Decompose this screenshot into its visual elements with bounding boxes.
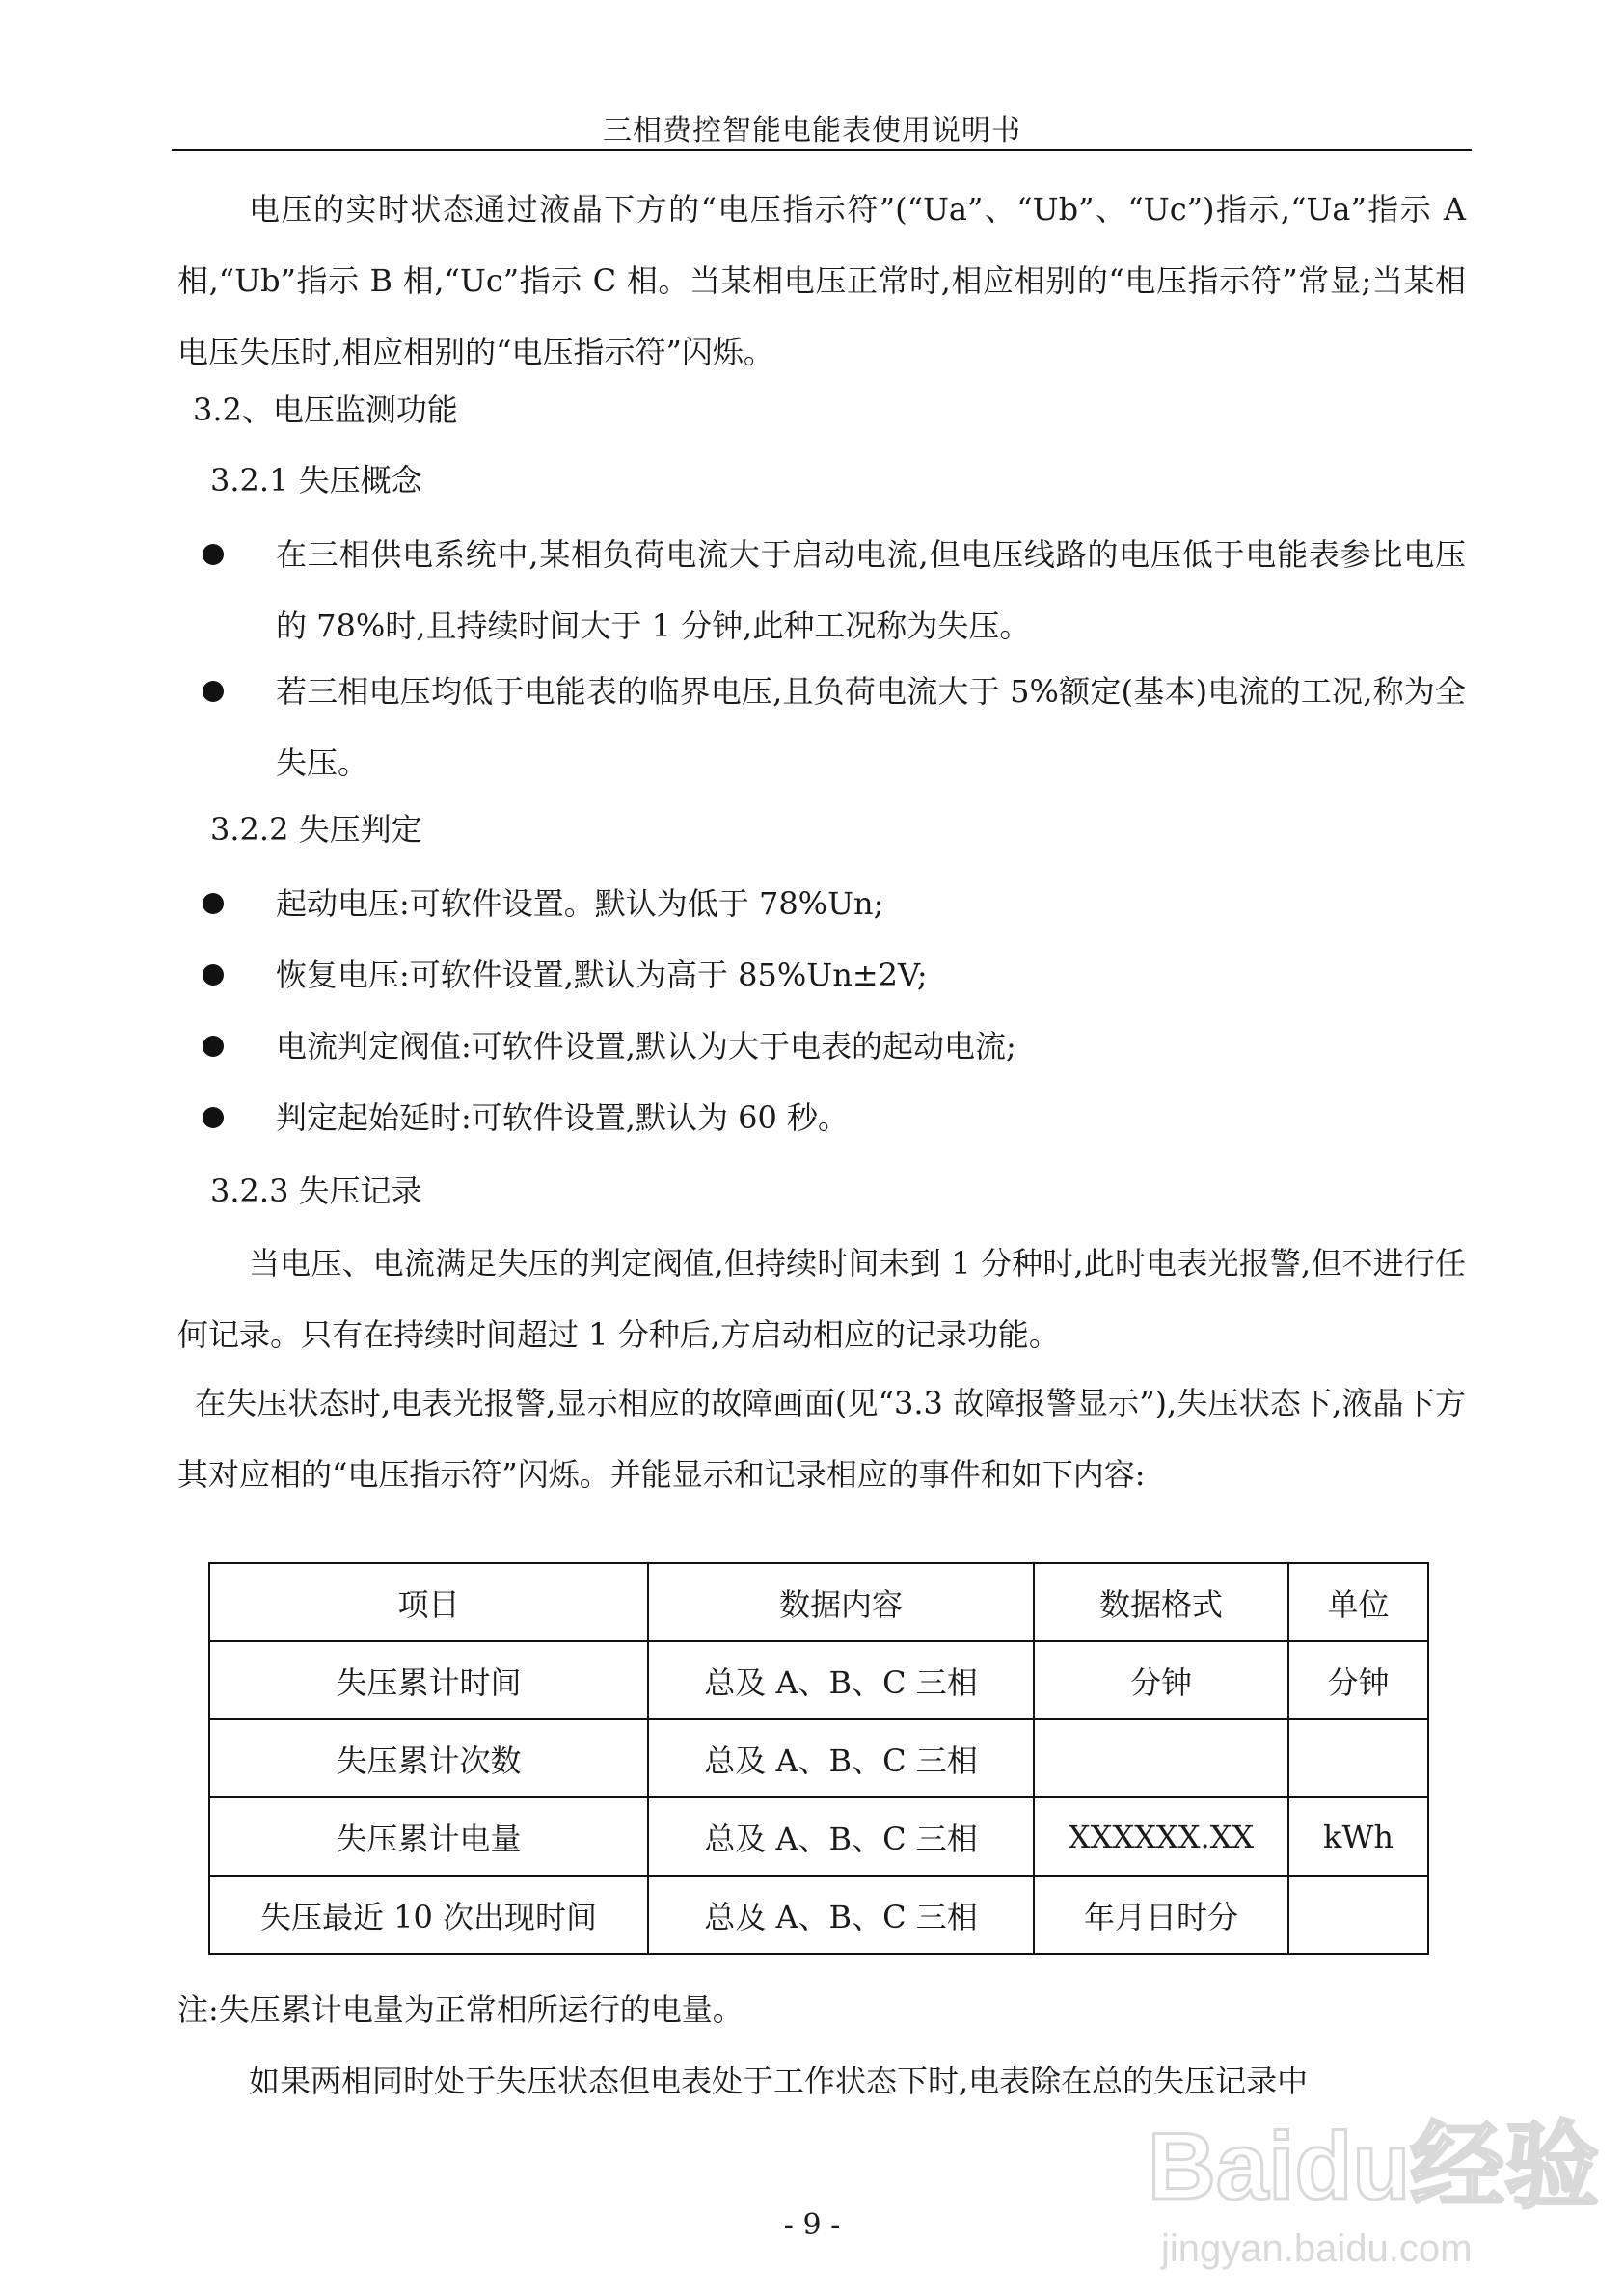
bullet-dot-icon bbox=[203, 544, 224, 565]
page-number: - 9 - bbox=[783, 2208, 841, 2242]
table-note: 注:失压累计电量为正常相所运行的电量。 bbox=[177, 1991, 744, 2028]
table-cell: 总及 A、B、C 三相 bbox=[648, 1641, 1034, 1719]
watermark-brand-text: Baidu经验 bbox=[1148, 2113, 1600, 2219]
intro-paragraph: 电压的实时状态通过液晶下方的“电压指示符”(“Ua”、“Ub”、“Uc”)指示,“Ua”指示 A 相,“Ub”指示 B 相,“Uc”指示 C 相。当某相电压正常时,相应相别的“电压指示符”常显;当某相电压失压时,相应相别的“电压指示符”闪烁。 bbox=[177, 191, 1466, 370]
table-cell bbox=[1288, 1719, 1428, 1797]
table-cell bbox=[1034, 1719, 1288, 1797]
voltage-loss-record-table bbox=[208, 1562, 1429, 1955]
table-cell: 失压最近 10 次出现时间 bbox=[209, 1876, 648, 1954]
bullet-item bbox=[193, 939, 1466, 1011]
table-header-cell: 数据格式 bbox=[1034, 1563, 1288, 1641]
bullet-text: 电流判定阀值:可软件设置,默认为大于电表的起动电流; bbox=[276, 1028, 1016, 1065]
header-divider bbox=[172, 149, 1472, 151]
bullet-dot-icon bbox=[203, 1107, 224, 1128]
bullet-item bbox=[193, 656, 1466, 798]
bullet-dot-icon bbox=[203, 681, 224, 702]
bullet-item bbox=[193, 1082, 1466, 1153]
watermark-url: jingyan.baidu.com bbox=[1161, 2228, 1473, 2270]
table-cell: 失压累计时间 bbox=[209, 1641, 648, 1719]
bullet-text: 在三相供电系统中,某相负荷电流大于启动电流,但电压线路的电压低于电能表参比电压的 78%时,且持续时间大于 1 分钟,此种工况称为失压。 bbox=[276, 536, 1466, 644]
bullet-item bbox=[193, 868, 1466, 939]
table-cell: 失压累计电量 bbox=[209, 1797, 648, 1876]
bullet-dot-icon bbox=[203, 893, 224, 914]
table-cell: 年月日时分 bbox=[1034, 1876, 1288, 1954]
table-cell: 分钟 bbox=[1288, 1641, 1428, 1719]
table-header-cell: 单位 bbox=[1288, 1563, 1428, 1641]
table-cell: 总及 A、B、C 三相 bbox=[648, 1719, 1034, 1797]
section-3-2-3-heading: 3.2.3 失压记录 bbox=[210, 1173, 422, 1209]
section-3-2-2-heading: 3.2.2 失压判定 bbox=[210, 811, 422, 848]
bullet-text: 判定起始延时:可软件设置,默认为 60 秒。 bbox=[276, 1099, 850, 1136]
table-row bbox=[209, 1719, 1428, 1797]
table-header-row bbox=[209, 1563, 1428, 1641]
table-cell: kWh bbox=[1288, 1797, 1428, 1876]
table-cell: XXXXXX.XX bbox=[1034, 1797, 1288, 1876]
table-row bbox=[209, 1797, 1428, 1876]
bullet-dot-icon bbox=[203, 1036, 224, 1057]
page-header-title: 三相费控智能电能表使用说明书 bbox=[603, 114, 1021, 148]
bullet-text: 若三相电压均低于电能表的临界电压,且负荷电流大于 5%额定(基本)电流的工况,称为全失压。 bbox=[276, 673, 1466, 781]
bullet-item bbox=[193, 519, 1466, 662]
bullet-text: 恢复电压:可软件设置,默认为高于 85%Un±2V; bbox=[276, 957, 928, 993]
bullet-item bbox=[193, 1011, 1466, 1082]
table-row bbox=[209, 1641, 1428, 1719]
bullet-text: 起动电压:可软件设置。默认为低于 78%Un; bbox=[276, 885, 884, 922]
section-3-2-heading: 3.2、电压监测功能 bbox=[193, 392, 458, 428]
baidu-watermark-logo bbox=[1148, 2093, 1600, 2276]
bullet-dot-icon bbox=[203, 964, 224, 986]
table-row bbox=[209, 1876, 1428, 1954]
table-cell bbox=[1288, 1876, 1428, 1954]
table-header-cell: 项目 bbox=[209, 1563, 648, 1641]
record-paragraph-1: 当电压、电流满足失压的判定阀值,但持续时间未到 1 分种时,此时电表光报警,但不进行任何记录。只有在持续时间超过 1 分种后,方启动相应的记录功能。 bbox=[177, 1245, 1466, 1353]
table-cell: 总及 A、B、C 三相 bbox=[648, 1797, 1034, 1876]
table-cell: 分钟 bbox=[1034, 1641, 1288, 1719]
record-paragraph-2: 在失压状态时,电表光报警,显示相应的故障画面(见“3.3 故障报警显示”),失压状态下,液晶下方其对应相的“电压指示符”闪烁。并能显示和记录相应的事件和如下内容: bbox=[177, 1385, 1466, 1493]
table-cell: 总及 A、B、C 三相 bbox=[648, 1876, 1034, 1954]
table-cell: 失压累计次数 bbox=[209, 1719, 648, 1797]
closing-paragraph: 如果两相同时处于失压状态但电表处于工作状态下时,电表除在总的失压记录中 bbox=[249, 2063, 1309, 2099]
table-header-cell: 数据内容 bbox=[648, 1563, 1034, 1641]
section-3-2-1-heading: 3.2.1 失压概念 bbox=[210, 462, 422, 499]
